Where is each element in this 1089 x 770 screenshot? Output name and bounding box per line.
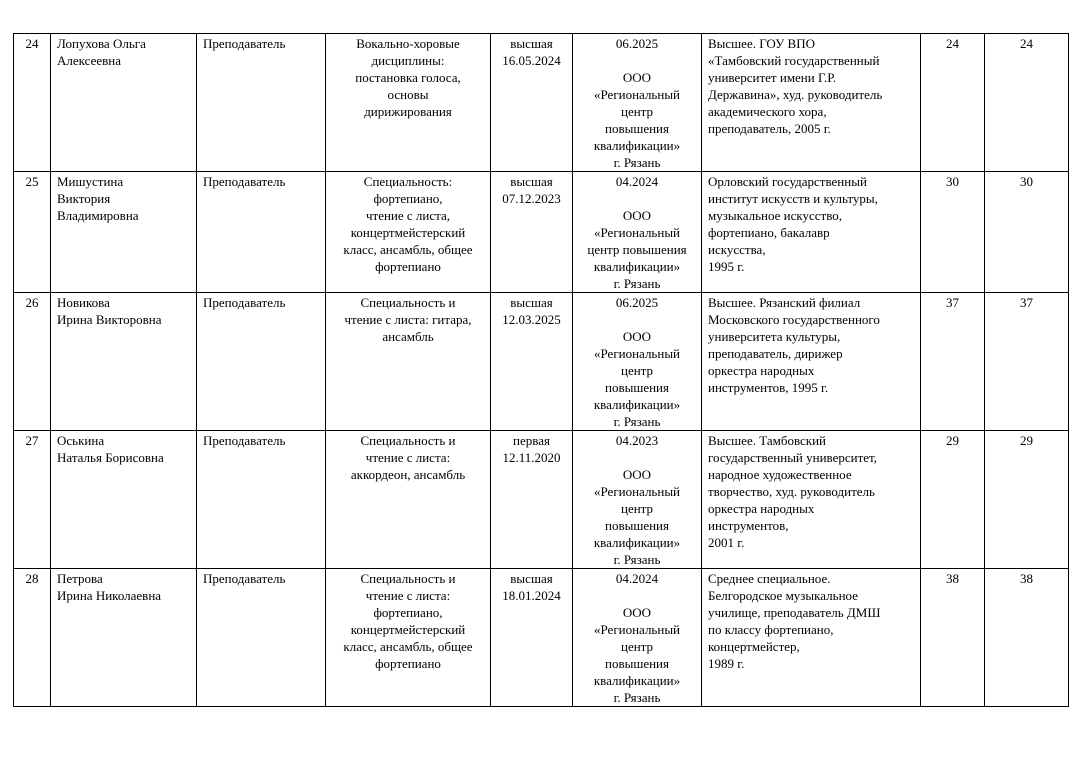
disciplines-line: чтение с листа, (365, 208, 451, 223)
training-course-line: ООО (622, 329, 652, 344)
education-line: концертмейстер, (708, 639, 800, 654)
disciplines-line: Вокально-хоровые (356, 36, 460, 51)
training-course-line: центр повышения (587, 242, 687, 257)
qualification-category-line: 12.11.2020 (502, 450, 561, 465)
teacher-name-line: Оськина (57, 433, 105, 448)
table-body (14, 34, 1069, 707)
education-line: фортепиано, бакалавр (708, 225, 830, 240)
training-course-line: г. Рязань (613, 552, 661, 567)
total-experience-cell (921, 34, 985, 172)
teacher-name-cell (51, 431, 197, 569)
education-line: преподаватель, дирижер (708, 346, 843, 361)
total-experience-cell (921, 293, 985, 431)
disciplines-line: фортепиано, (373, 191, 443, 206)
disciplines-line: класс, ансамбль, общее (343, 639, 473, 654)
total-experience-text: 30 (946, 174, 959, 189)
training-course-line: «Региональный (593, 484, 681, 499)
education-line: университета культуры, (708, 329, 841, 344)
disciplines-line: Специальность: (363, 174, 453, 189)
position-text: Преподаватель (203, 174, 286, 189)
training-course-line: г. Рязань (613, 276, 661, 291)
training-course-cell (573, 34, 702, 172)
specialty-experience-text: 24 (1020, 36, 1033, 51)
total-experience-text: 29 (946, 433, 959, 448)
staff-table (13, 33, 1069, 707)
qualification-category-line: высшая (510, 295, 553, 310)
teacher-name-cell (51, 293, 197, 431)
specialty-experience-text: 29 (1020, 433, 1033, 448)
disciplines-line: фортепиано (375, 259, 441, 274)
position-cell (197, 569, 326, 707)
specialty-experience-cell (985, 172, 1069, 293)
disciplines-cell (326, 34, 491, 172)
education-line: народное художественное (708, 467, 852, 482)
training-course-line: квалификации» (593, 535, 681, 550)
education-line: по классу фортепиано, (708, 622, 834, 637)
position-text: Преподаватель (203, 571, 286, 586)
training-course-cell (573, 431, 702, 569)
training-course-line: 06.2025 (615, 295, 659, 310)
disciplines-cell (326, 431, 491, 569)
training-course-line: «Региональный (593, 622, 681, 637)
training-course-line: 04.2024 (615, 174, 659, 189)
education-cell (702, 172, 921, 293)
training-course-line: «Региональный (593, 225, 681, 240)
qualification-category-line: первая (513, 433, 550, 448)
training-course-line: центр (620, 639, 654, 654)
teacher-name-line: Мишустина (57, 174, 124, 189)
qualification-category-line: 12.03.2025 (502, 312, 561, 327)
disciplines-cell (326, 293, 491, 431)
qualification-category-cell (491, 34, 573, 172)
education-line: университет имени Г.Р. (708, 70, 837, 85)
training-course-cell (573, 172, 702, 293)
teacher-name-line: Владимировна (57, 208, 139, 223)
education-line: 2001 г. (708, 535, 745, 550)
specialty-experience-cell (985, 431, 1069, 569)
position-cell (197, 431, 326, 569)
total-experience-text: 37 (946, 295, 959, 310)
disciplines-line: постановка голоса, (355, 70, 461, 85)
specialty-experience-text: 37 (1020, 295, 1033, 310)
disciplines-line: класс, ансамбль, общее (343, 242, 473, 257)
training-course-line: «Региональный (593, 346, 681, 361)
position-cell (197, 293, 326, 431)
training-course-line: 04.2024 (615, 571, 659, 586)
disciplines-line: фортепиано, (373, 605, 443, 620)
education-line: институт искусств и культуры, (708, 191, 878, 206)
training-course-line (575, 52, 699, 69)
education-line: Орловский государственный (708, 174, 867, 189)
specialty-experience-text: 30 (1020, 174, 1033, 189)
qualification-category-line: 18.01.2024 (502, 588, 561, 603)
training-course-cell (573, 293, 702, 431)
row-number-text: 26 (25, 295, 39, 310)
education-cell (702, 569, 921, 707)
teacher-name-line: Ирина Николаевна (57, 588, 162, 603)
qualification-category-cell (491, 293, 573, 431)
training-course-line: центр (620, 501, 654, 516)
disciplines-line: концертмейстерский (350, 622, 466, 637)
table-row (14, 172, 1069, 293)
teacher-name-line: Виктория (57, 191, 111, 206)
disciplines-line: основы (387, 87, 429, 102)
education-cell (702, 293, 921, 431)
education-line: «Тамбовский государственный (708, 53, 880, 68)
education-line: творчество, худ. руководитель (708, 484, 875, 499)
qualification-category-line: высшая (510, 36, 553, 51)
qualification-category-line: высшая (510, 174, 553, 189)
training-course-line: квалификации» (593, 397, 681, 412)
qualification-category-line: 16.05.2024 (502, 53, 561, 68)
row-number-text: 25 (25, 174, 39, 189)
training-course-line: повышения (604, 380, 669, 395)
row-number-text: 27 (25, 433, 39, 448)
position-text: Преподаватель (203, 433, 286, 448)
education-line: 1995 г. (708, 259, 745, 274)
training-course-line: квалификации» (593, 138, 681, 153)
education-line: оркестра народных (708, 363, 815, 378)
education-line: академического хора, (708, 104, 827, 119)
education-line: Московского государственного (708, 312, 880, 327)
training-course-line: повышения (604, 121, 669, 136)
disciplines-line: Специальность и (360, 433, 456, 448)
table-row (14, 569, 1069, 707)
qualification-category-cell (491, 431, 573, 569)
training-course-line (575, 190, 699, 207)
disciplines-line: дисциплины: (371, 53, 445, 68)
teacher-name-cell (51, 34, 197, 172)
training-course-line: квалификации» (593, 673, 681, 688)
position-cell (197, 172, 326, 293)
specialty-experience-text: 38 (1020, 571, 1033, 586)
qualification-category-line: высшая (510, 571, 553, 586)
training-course-line: центр (620, 104, 654, 119)
teacher-name-line: Алексеевна (57, 53, 121, 68)
training-course-line: «Региональный (593, 87, 681, 102)
education-cell (702, 431, 921, 569)
education-line: Среднее специальное. (708, 571, 831, 586)
education-line: 1989 г. (708, 656, 745, 671)
education-line: государственный университет, (708, 450, 878, 465)
disciplines-line: концертмейстерский (350, 225, 466, 240)
position-cell (197, 34, 326, 172)
disciplines-line: Специальность и (360, 571, 456, 586)
total-experience-text: 38 (946, 571, 959, 586)
education-line: искусства, (708, 242, 766, 257)
training-course-line: г. Рязань (613, 155, 661, 170)
row-number-cell (14, 34, 51, 172)
teacher-name-line: Наталья Борисовна (57, 450, 164, 465)
total-experience-cell (921, 569, 985, 707)
row-number-text: 28 (25, 571, 39, 586)
disciplines-line: чтение с листа: (365, 450, 451, 465)
row-number-cell (14, 172, 51, 293)
row-number-cell (14, 293, 51, 431)
training-course-line: г. Рязань (613, 690, 661, 705)
teacher-name-line: Петрова (57, 571, 103, 586)
total-experience-cell (921, 172, 985, 293)
education-line: инструментов, 1995 г. (708, 380, 829, 395)
disciplines-cell (326, 172, 491, 293)
training-course-line: повышения (604, 518, 669, 533)
education-line: Белгородское музыкальное (708, 588, 858, 603)
row-number-cell (14, 569, 51, 707)
disciplines-line: дирижирования (364, 104, 452, 119)
disciplines-cell (326, 569, 491, 707)
training-course-line: ООО (622, 605, 652, 620)
education-line: Высшее. ГОУ ВПО (708, 36, 815, 51)
table-row (14, 293, 1069, 431)
education-line: Высшее. Тамбовский (708, 433, 827, 448)
education-cell (702, 34, 921, 172)
training-course-line: квалификации» (593, 259, 681, 274)
training-course-line: ООО (622, 208, 652, 223)
qualification-category-line: 07.12.2023 (502, 191, 561, 206)
training-course-cell (573, 569, 702, 707)
specialty-experience-cell (985, 569, 1069, 707)
specialty-experience-cell (985, 293, 1069, 431)
training-course-line: ООО (622, 70, 652, 85)
education-line: оркестра народных (708, 501, 815, 516)
table-row (14, 34, 1069, 172)
total-experience-text: 24 (946, 36, 959, 51)
row-number-cell (14, 431, 51, 569)
training-course-line (575, 587, 699, 604)
training-course-line: г. Рязань (613, 414, 661, 429)
disciplines-line: чтение с листа: (365, 588, 451, 603)
education-line: музыкальное искусство, (708, 208, 843, 223)
education-line: училище, преподаватель ДМШ (708, 605, 881, 620)
teacher-name-cell (51, 172, 197, 293)
education-line: Державина», худ. руководитель (708, 87, 883, 102)
training-course-line: 06.2025 (615, 36, 659, 51)
total-experience-cell (921, 431, 985, 569)
disciplines-line: Специальность и (360, 295, 456, 310)
education-line: инструментов, (708, 518, 789, 533)
disciplines-line: чтение с листа: гитара, (344, 312, 472, 327)
training-course-line: повышения (604, 656, 669, 671)
disciplines-line: ансамбль (382, 329, 434, 344)
training-course-line: центр (620, 363, 654, 378)
qualification-category-cell (491, 172, 573, 293)
education-line: преподаватель, 2005 г. (708, 121, 831, 136)
position-text: Преподаватель (203, 295, 286, 310)
training-course-line: 04.2023 (615, 433, 659, 448)
teacher-name-line: Новикова (57, 295, 110, 310)
qualification-category-cell (491, 569, 573, 707)
teacher-name-cell (51, 569, 197, 707)
position-text: Преподаватель (203, 36, 286, 51)
education-line: Высшее. Рязанский филиал (708, 295, 861, 310)
teacher-name-line: Лопухова Ольга (57, 36, 146, 51)
training-course-line (575, 449, 699, 466)
table-row (14, 431, 1069, 569)
training-course-line: ООО (622, 467, 652, 482)
disciplines-line: аккордеон, ансамбль (350, 467, 466, 482)
training-course-line (575, 311, 699, 328)
disciplines-line: фортепиано (375, 656, 441, 671)
specialty-experience-cell (985, 34, 1069, 172)
row-number-text: 24 (25, 36, 39, 51)
teacher-name-line: Ирина Викторовна (57, 312, 162, 327)
